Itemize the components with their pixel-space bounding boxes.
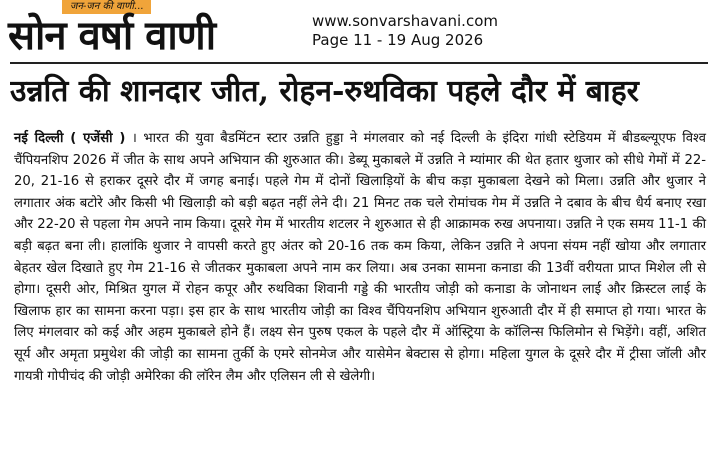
page-info: Page 11 - 19 Aug 2026 [312,31,484,49]
website-url: www.sonvarshavani.com [312,12,498,30]
logo-name: सोन वर्षा वाणी [8,12,216,59]
article-text: । भारत की युवा बैडमिंटन स्टार उन्नति हुड्डा ने मंगलवार को नई दिल्ली के इंदिरा गांधी स्टेडियम में बीडब्ल्यूएफ विश्व चैंपियनशिप 2026 में जीत के साथ अपने अभियान की शुरुआत की। डेब्यू मुकाबले में उन्नति ने म्यांमार की थेत हतार थुजार को सीधे गेमों में 22-20, 21-16 से हराकर दूसरे दौर में जगह बनाई। पहले गेम में दोनों खिलाड़ियों के बीच कड़ा मुकाबला देखने को मिला। उन्नति और थुजार ने लगातार अंक बटोरे और किसी भी खिलाड़ी को बड़ी बढ़त नहीं लेने दी। 21 मिनट तक चले रोमांचक गेम में उन्नति ने दबाव के बीच धैर्य बनाए रखा और 22-20 से पहला गेम अपने नाम किया। दूसरे गेम में भारतीय शटलर ने शुरुआत से ही आक्रामक रुख अपनाया। उन्नति ने एक समय 11-1 की बड़ी बढ़त बना ली। हालांकि थुजार ने वापसी करते हुए अंतर को 20-16 तक कम किया, लेकिन उन्नति ने अपना संयम नहीं खोया और लगातार बेहतर खेल दिखाते हुए गेम 21-16 से जीतकर मुकाबला अपने नाम कर लिया। अब उनका सामना कनाडा की 13वीं वरीयता प्राप्त मिशेल ली से होगा। दूसरी ओर, मिश्रित युगल में रोहन कपूर और रुथविका शिवानी गड्डे की भारतीय जोड़ी को कनाडा के जोनाथन लाई और क्रिस्टल लाई के खिलाफ हार का सामना करना पड़ा। इस हार के साथ भारतीय जोड़ी का विश्व चैंपियनशिप अभियान शुरुआती दौर में ही समाप्त हो गया। भारत के लिए मंगलवार को कई और अहम मुकाबले होने हैं। लक्ष्य सेन पुरुष एकल के पहले दौर में ऑस्ट्रिया के कॉलिन्स फिलिमोन से भिड़ेंगे। वहीं, अशित सूर्य और अमृता प्रमुथेश की जोड़ी का सामना तुर्की के एमरे सोनमेज और यासेमेन बेक्टास से होगा। महिला युगल के दूसरे दौर में ट्रीसा जॉली और गायत्री गोपीचंद की जोड़ी अमेरिका की लॉरेन लैम और एलिसन ली से खेलेगी। [14,131,706,384]
article-headline: उन्नति की शानदार जीत, रोहन-रुथविका पहले दौर में बाहर [10,74,639,109]
masthead [0,0,718,66]
article-dateline: नई दिल्ली ( एजेंसी ) [14,131,126,146]
article-body [14,128,706,387]
logo-tagline: जन-जन की वाणी... [62,0,151,14]
masthead-divider [10,62,708,64]
site-info [312,12,498,50]
newspaper-logo [8,0,308,66]
